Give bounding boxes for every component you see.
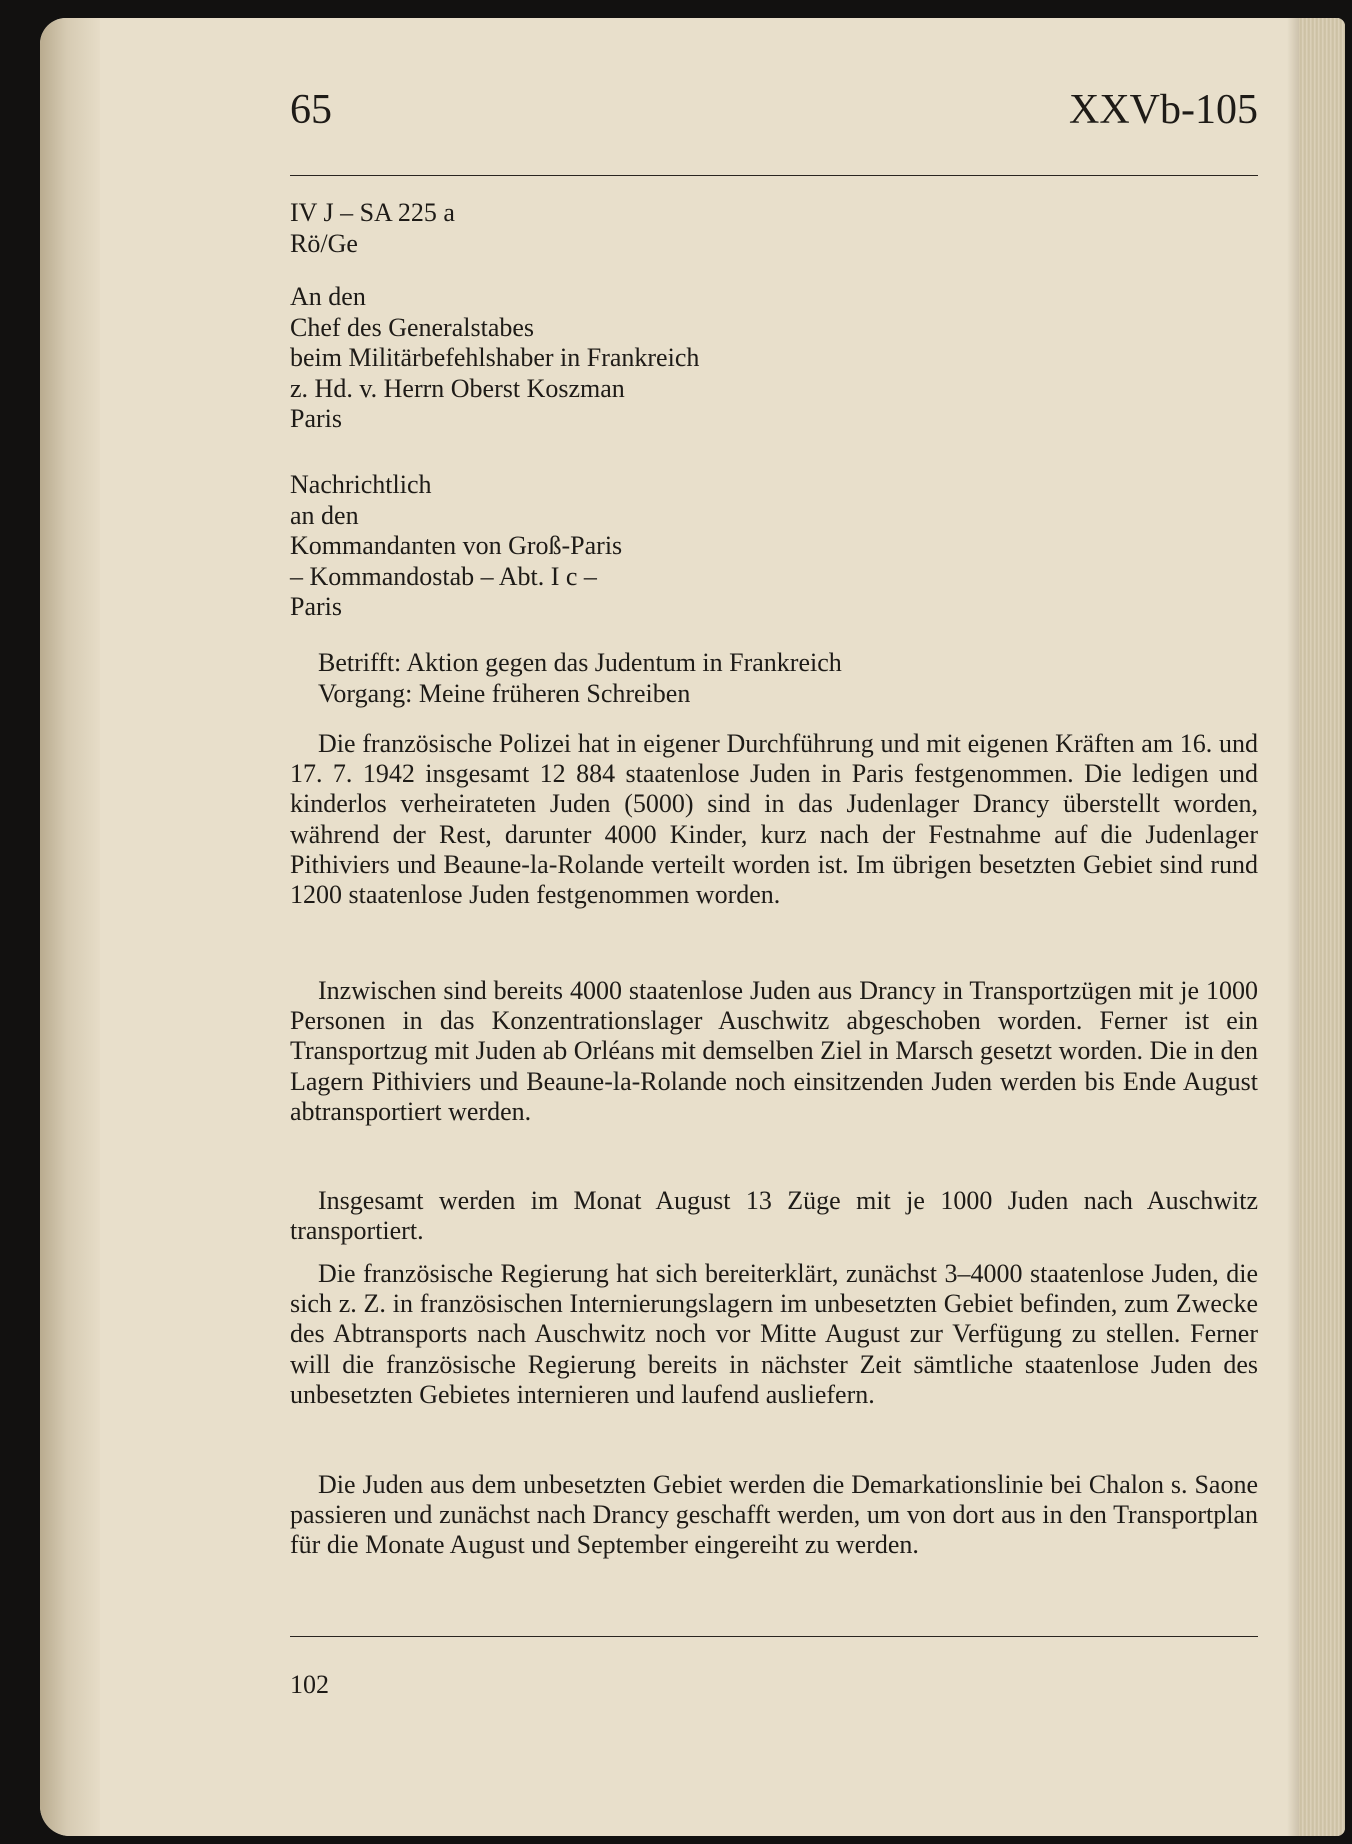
copy-line: Paris xyxy=(290,592,342,621)
document-id: XXVb-105 xyxy=(1069,87,1258,133)
address-line: beim Militärbefehlshaber in Frankreich xyxy=(290,343,700,372)
address-line: An den xyxy=(290,282,366,311)
reference-previous-line: Vorgang: Meine früheren Schreiben xyxy=(318,678,691,708)
reference-block xyxy=(290,198,1258,259)
body-paragraph: Die Juden aus dem unbesetzten Gebiet werden die Demarkationslinie bei Chalon s. Saone passieren und zunächst nach Drancy geschafft werden, um von dort aus in den Transportplan für die Monate August und September eingereiht zu werden. xyxy=(290,1470,1258,1560)
page-number: 102 xyxy=(290,1670,329,1699)
copy-line: – Kommandostab – Abt. I c – xyxy=(290,561,597,591)
copy-line: Nachrichtlich xyxy=(290,470,432,499)
address-line: Paris xyxy=(290,404,342,433)
initials-line: Rö/Ge xyxy=(290,228,358,258)
copy-line: an den xyxy=(290,500,359,530)
recipient-block xyxy=(290,282,1258,435)
copy-to-block xyxy=(290,470,1258,623)
page-gutter-shading xyxy=(40,18,100,1836)
footer-rule xyxy=(290,1636,1258,1637)
page-edge-shadow xyxy=(1287,18,1299,1836)
subject-line: Betrifft: Aktion gegen das Judentum in Frankreich xyxy=(318,648,842,677)
body-paragraph: Die französische Polizei hat in eigener Durchführung und mit eigenen Kräften am 16. und 17. 7. 1942 insgesamt 12 884 staatenlose Juden in Paris festgenommen. Die ledigen und kinderlos verheirateten Juden (5000) sind in das Judenlager Drancy überstellt worden, während der Rest, darunter 4000 Kinder, kurz nach der Festnahme auf die Judenlager Pithiviers und Beaune-la-Rolande verteilt worden ist. Im übrigen besetzten Gebiet sind rund 1200 staatenlose Juden festgenommen worden. xyxy=(290,729,1258,910)
subject-block xyxy=(290,648,1258,709)
header-rule xyxy=(290,175,1258,176)
address-line: z. Hd. v. Herrn Oberst Koszman xyxy=(290,373,625,403)
copy-line: Kommandanten von Groß-Paris xyxy=(290,531,623,560)
reference-line: IV J – SA 225 a xyxy=(290,198,455,227)
body-paragraph: Inzwischen sind bereits 4000 staatenlose Juden aus Drancy in Transportzügen mit je 1000 Personen in das Konzentrationslager Auschwitz abgeschoben worden. Ferner ist ein Transportzug mit Juden ab Orléans mit demselben Ziel in Marsch gesetzt worden. Die in den Lagern Pithiviers und Beaune-la-Rolande noch einsitzenden Juden werden bis Ende August abtransportiert werden. xyxy=(290,976,1258,1126)
body-paragraph: Insgesamt werden im Monat August 13 Züge mit je 1000 Juden nach Auschwitz transportiert. xyxy=(290,1186,1258,1246)
body-paragraph: Die französische Regierung hat sich bereiterklärt, zunächst 3–4000 staatenlose Juden, die sich z. Z. in französischen Internierungslagern im unbesetzten Gebiet befinden, zum Zwecke des Abtransports nach Auschwitz noch vor Mitte August zur Verfügung zu stellen. Ferner will die französische Regierung bereits in nächster Zeit sämtliche staatenlose Juden des unbesetzten Gebietes internieren und laufend ausliefern. xyxy=(290,1259,1258,1409)
text-block xyxy=(290,0,1258,1844)
page-fore-edge xyxy=(1299,18,1345,1836)
folio-number: 65 xyxy=(290,87,332,133)
address-line: Chef des Generalstabes xyxy=(290,312,535,342)
